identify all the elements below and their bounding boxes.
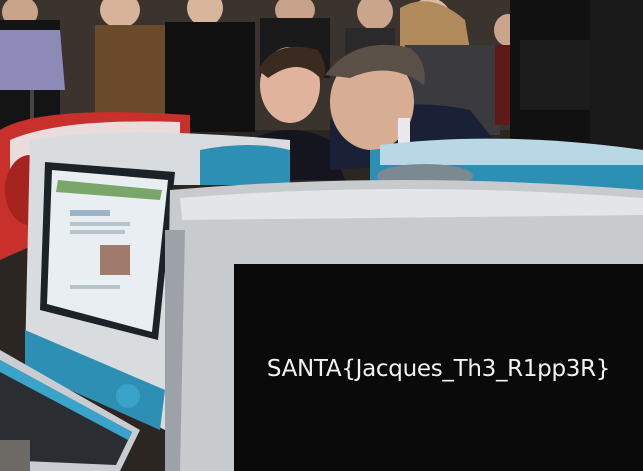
flag-text: SANTA{Jacques_Th3_R1pp3R} [266,355,611,382]
desk [0,440,30,471]
